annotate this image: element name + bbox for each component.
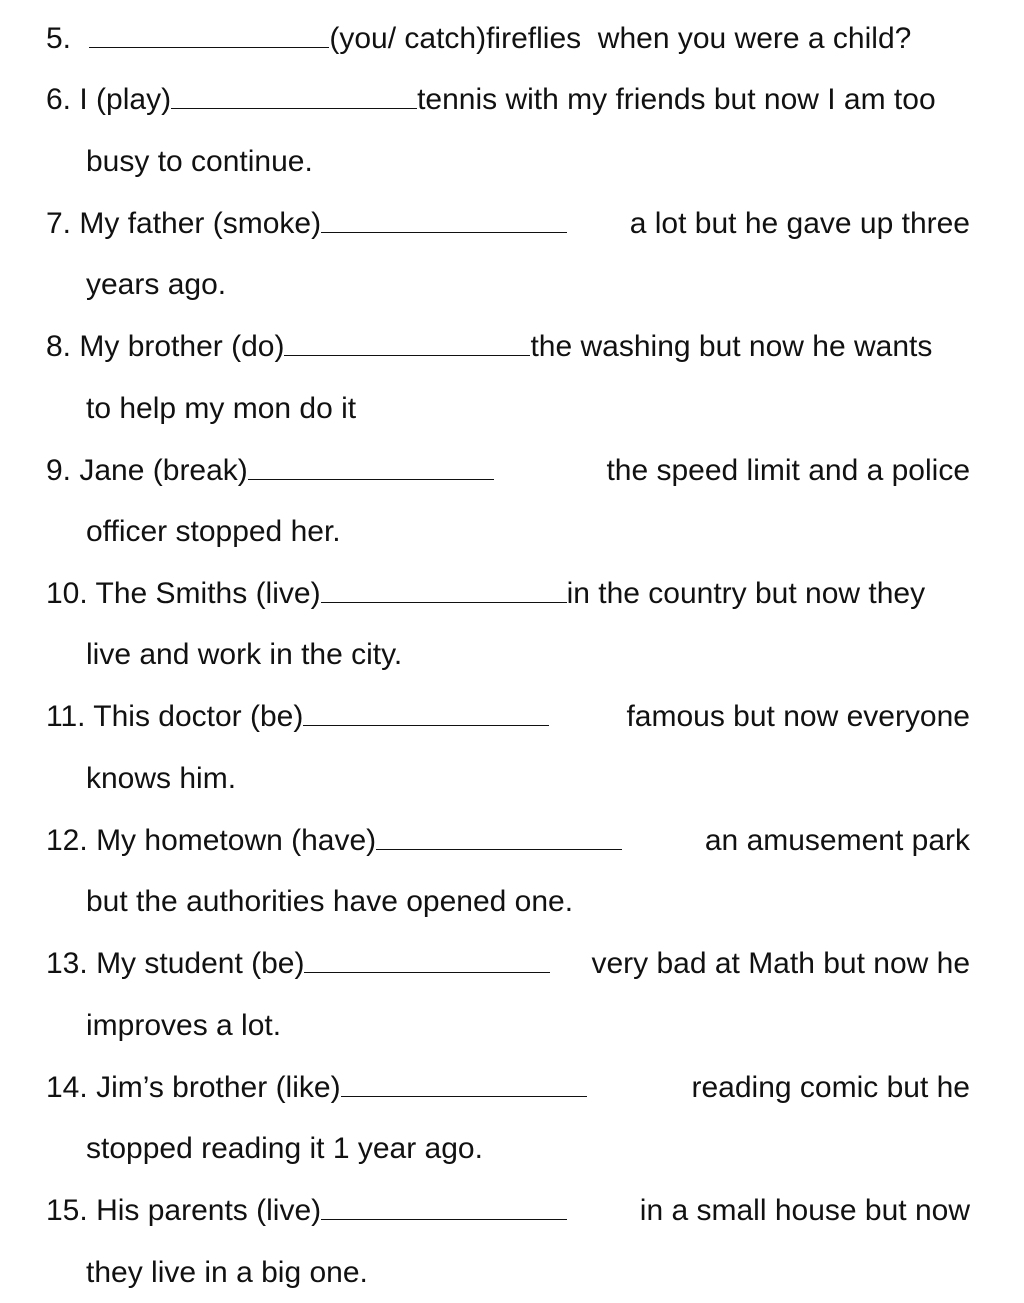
exercise-item-9-continued [86, 512, 970, 552]
item-text-after: very bad at Math but now he [591, 947, 970, 980]
item-text-before: My hometown (have) [96, 824, 377, 857]
item-text-continued: they live in a big one. [86, 1256, 368, 1289]
exercise-item-11-continued [86, 759, 970, 799]
item-text-before: I (play) [79, 83, 172, 116]
item-text-after: tennis with my friends but now I am too [417, 83, 936, 116]
item-text-before: Jane (break) [79, 454, 248, 487]
item-text-before: My student (be) [96, 947, 305, 980]
item-text-continued: improves a lot. [86, 1009, 282, 1042]
exercise-item-14 [46, 1068, 970, 1108]
answer-blank[interactable] [321, 574, 567, 603]
item-text-before: His parents (live) [96, 1194, 322, 1227]
item-text-before: The Smiths (live) [95, 577, 321, 610]
exercise-item-8-continued [86, 389, 970, 429]
answer-blank[interactable] [341, 1068, 587, 1097]
item-text-continued: to help my mon do it [86, 392, 357, 425]
exercise-item-6 [46, 80, 970, 120]
item-text-continued: knows him. [86, 762, 237, 795]
answer-blank[interactable] [321, 204, 567, 233]
item-number: 14. [46, 1071, 88, 1104]
answer-blank[interactable] [89, 19, 329, 48]
exercise-item-5 [46, 19, 970, 59]
item-text-before: My brother (do) [79, 330, 285, 363]
item-number: 12. [46, 824, 88, 857]
item-text-after: the speed limit and a police [606, 454, 970, 487]
item-text-continued: live and work in the city. [86, 638, 403, 671]
exercise-item-13 [46, 944, 970, 984]
item-number: 9. [46, 454, 72, 487]
exercise-item-13-continued [86, 1006, 970, 1046]
item-number: 15. [46, 1194, 88, 1227]
item-text-after: reading comic but he [691, 1071, 970, 1104]
item-text-after: famous but now everyone [626, 700, 970, 733]
answer-blank[interactable] [321, 1191, 567, 1220]
answer-blank[interactable] [284, 327, 530, 356]
exercise-item-8 [46, 327, 970, 367]
exercise-item-12-continued [86, 882, 970, 922]
exercise-item-12 [46, 821, 970, 861]
exercise-item-10-continued [86, 635, 970, 675]
item-text-after: the washing but now he wants [530, 330, 933, 363]
exercise-item-15-continued [86, 1253, 970, 1293]
exercise-item-14-continued [86, 1129, 970, 1169]
answer-blank[interactable] [303, 697, 549, 726]
item-number: 11. [46, 700, 86, 733]
exercise-item-15 [46, 1191, 970, 1231]
exercise-item-6-continued [86, 142, 970, 182]
exercise-item-11 [46, 697, 970, 737]
item-number: 10. [46, 577, 88, 610]
exercise-item-7 [46, 204, 970, 244]
item-number: 8. [46, 330, 72, 363]
item-text-continued: busy to continue. [86, 145, 313, 178]
answer-blank[interactable] [248, 451, 494, 480]
item-number: 7. [46, 207, 72, 240]
answer-blank[interactable] [304, 944, 550, 973]
answer-blank[interactable] [376, 821, 622, 850]
item-number: 5. [46, 22, 72, 55]
item-text-continued: years ago. [86, 268, 227, 301]
item-text-continued: stopped reading it 1 year ago. [86, 1132, 483, 1165]
item-text-after: in the country but now they [566, 577, 926, 610]
item-text-continued: officer stopped her. [86, 515, 341, 548]
answer-blank[interactable] [171, 80, 417, 109]
item-text-after: (you/ catch)fireflies when you were a child? [329, 22, 912, 55]
item-text-after: in a small house but now [639, 1194, 970, 1227]
exercise-item-10 [46, 574, 970, 614]
item-text-after: an amusement park [704, 824, 970, 857]
exercise-item-9 [46, 451, 970, 491]
exercise-item-7-continued [86, 265, 970, 305]
item-text-before: Jim’s brother (like) [96, 1071, 341, 1104]
item-number: 6. [46, 83, 72, 116]
item-text-before: My father (smoke) [79, 207, 322, 240]
item-text-continued: but the authorities have opened one. [86, 885, 574, 918]
item-text-after: a lot but he gave up three [629, 207, 970, 240]
item-number: 13. [46, 947, 88, 980]
item-text-before: This doctor (be) [93, 700, 304, 733]
